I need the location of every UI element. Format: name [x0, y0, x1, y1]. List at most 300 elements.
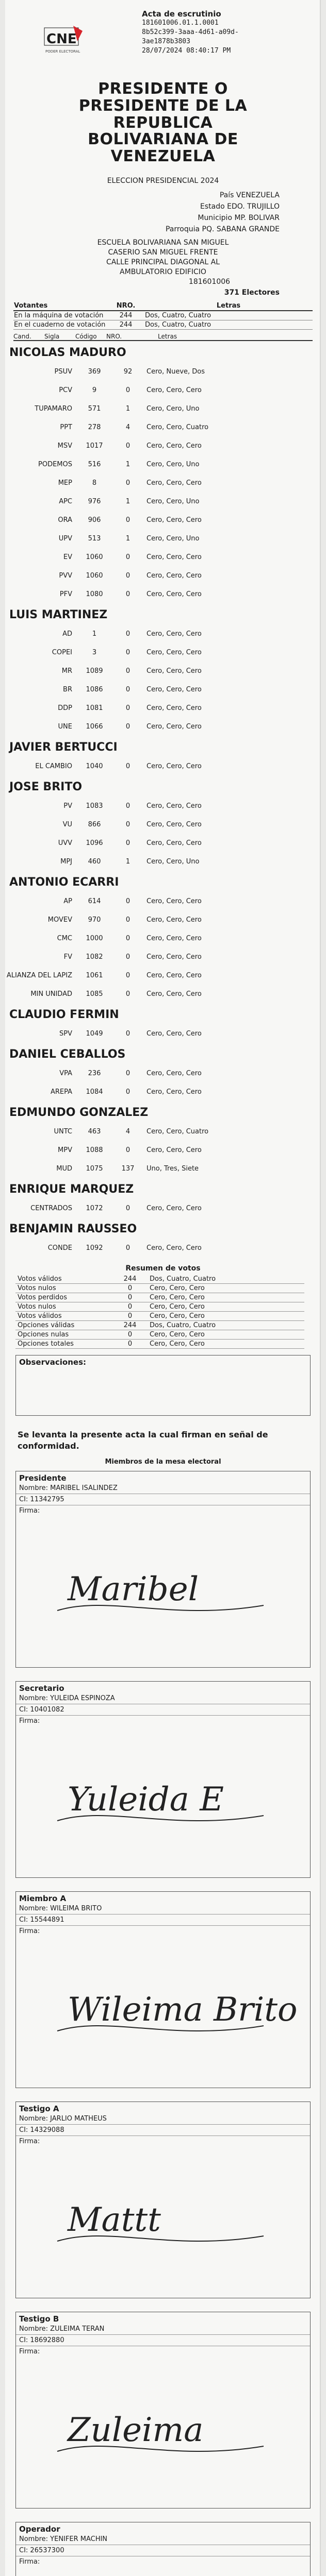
party-row — [5, 585, 321, 603]
party-party: BR — [63, 685, 72, 693]
party-party: PVV — [59, 571, 72, 580]
resumen-label: Votos válidos — [15, 1275, 112, 1284]
party-party: EV — [63, 553, 72, 561]
party-num: 1000 — [86, 934, 103, 942]
acta-info — [142, 9, 312, 56]
votes-header: Cand. Sigla Código NRO. Letras — [13, 333, 313, 341]
resumen-label: Opciones válidas — [15, 1321, 112, 1330]
party-num: 278 — [88, 423, 101, 431]
party-num: 1066 — [86, 722, 103, 731]
resumen-nro: 0 — [112, 1312, 148, 1321]
party-num: 1017 — [86, 442, 103, 450]
party-num: 1083 — [86, 802, 103, 810]
party-party: PV — [63, 802, 72, 810]
party-party: COPEI — [52, 648, 72, 656]
party-num: 1080 — [86, 590, 103, 598]
party-row — [5, 362, 321, 381]
member-name: Nombre: WILEIMA BRITO — [16, 1903, 310, 1914]
party-votes: 0 — [125, 1146, 131, 1154]
candidate-name: CLAUDIO FERMIN — [9, 1008, 119, 1021]
resumen-letras: Cero, Cero, Cero — [148, 1284, 304, 1293]
member-role: Presidente — [19, 1473, 67, 1483]
party-row — [5, 624, 321, 643]
acta-hash-2: 3ae1878b3803 — [142, 38, 190, 45]
party-num: 1092 — [86, 1244, 103, 1252]
resumen-letras: Cero, Cero, Cero — [148, 1312, 304, 1321]
party-row — [5, 662, 321, 680]
party-letters: Cero, Cero, Cero — [146, 704, 202, 712]
electores: 371 Electores — [224, 289, 280, 297]
party-party: UVV — [58, 839, 72, 847]
party-party: AP — [63, 897, 72, 905]
member-ci: CI: 18692880 — [16, 2335, 310, 2346]
party-num: 1072 — [86, 1204, 103, 1212]
party-party: PODEMOS — [38, 460, 72, 468]
party-num: 976 — [88, 497, 101, 505]
candidate-name: JAVIER BERTUCCI — [9, 741, 118, 754]
acta-number: 181601006.01.1.0001 — [142, 19, 219, 27]
party-row — [5, 418, 321, 436]
party-row — [5, 834, 321, 852]
member-role: Testigo B — [19, 2314, 59, 2324]
party-row — [5, 985, 321, 1003]
party-party: MUD — [56, 1164, 72, 1173]
signature-text: Wileima Brito — [68, 1991, 298, 2029]
party-votes: 0 — [125, 667, 131, 675]
party-party: PPT — [60, 423, 72, 431]
party-votes: 0 — [125, 971, 131, 979]
member-name: Nombre: YULEIDA ESPINOZA — [16, 1693, 310, 1704]
party-num: 369 — [88, 367, 101, 376]
party-party: ORA — [58, 516, 72, 524]
member-block — [15, 1891, 311, 2088]
election-title-cont: BOLIVARIANA DE VENEZUELA — [88, 130, 238, 165]
party-letters: Cero, Cero, Cero — [146, 1204, 202, 1212]
party-party: ALIANZA DEL LAPIZ — [6, 971, 72, 979]
party-votes: 0 — [125, 916, 131, 924]
party-party: UPV — [58, 534, 72, 543]
signature — [37, 2179, 305, 2262]
party-row — [5, 1064, 321, 1082]
party-row — [5, 548, 321, 566]
member-firma-label: Firma: — [19, 1927, 40, 1935]
member-name: Nombre: ZULEIMA TERAN — [16, 2324, 310, 2335]
party-letters: Cero, Cero, Cero — [146, 990, 202, 998]
party-letters: Uno, Tres, Siete — [146, 1164, 199, 1173]
party-row — [5, 511, 321, 529]
party-party: CENTRADOS — [30, 1204, 72, 1212]
party-num: 571 — [88, 404, 101, 413]
candidate-name: DANIEL CEBALLOS — [9, 1048, 126, 1061]
resumen-letras: Cero, Cero, Cero — [148, 1330, 304, 1340]
party-num: 513 — [88, 534, 101, 543]
party-row — [5, 1141, 321, 1159]
party-num: 1060 — [86, 571, 103, 580]
party-votes: 4 — [125, 423, 131, 431]
party-votes: 0 — [125, 990, 131, 998]
member-block — [15, 1681, 311, 1878]
party-letters: Cero, Cero, Cero — [146, 1146, 202, 1154]
party-party: MPV — [58, 1146, 72, 1154]
party-letters: Cero, Cero, Cero — [146, 762, 202, 770]
resumen-nro: 0 — [112, 1340, 148, 1349]
party-row — [5, 473, 321, 492]
party-num: 1075 — [86, 1164, 103, 1173]
party-letters: Cero, Cero, Cero — [146, 386, 202, 394]
estado: Estado EDO. TRUJILLO — [200, 202, 280, 211]
party-votes: 0 — [125, 820, 131, 828]
resumen-row — [15, 1340, 304, 1349]
party-party: PCV — [59, 386, 72, 394]
party-party: FV — [63, 953, 72, 961]
member-firma-label: Firma: — [19, 1717, 40, 1725]
party-votes: 1 — [125, 404, 131, 413]
party-votes: 0 — [125, 762, 131, 770]
resumen-table — [15, 1275, 304, 1349]
member-firma-label: Firma: — [19, 2558, 40, 2566]
party-num: 1049 — [86, 1029, 103, 1038]
resumen-letras: Dos, Cuatro, Cuatro — [148, 1321, 304, 1330]
party-party: CMC — [57, 934, 72, 942]
party-row — [5, 852, 321, 871]
member-role: Testigo A — [19, 2104, 59, 2113]
party-num: 1060 — [86, 553, 103, 561]
acta-paper — [5, 0, 321, 2576]
member-role: Secretario — [19, 1684, 64, 1693]
acta-hash-1: 8b52c399-3aaa-4d61-a09d- — [142, 28, 239, 36]
candidate-name: NICOLAS MADURO — [9, 346, 126, 359]
resumen-row — [15, 1330, 304, 1340]
party-letters: Cero, Cero, Cero — [146, 897, 202, 905]
party-letters: Cero, Cero, Cero — [146, 1069, 202, 1077]
resumen-letras: Cero, Cero, Cero — [148, 1340, 304, 1349]
party-party: AD — [62, 630, 72, 638]
party-party: APC — [59, 497, 72, 505]
party-num: 1086 — [86, 685, 103, 693]
party-num: 1084 — [86, 1088, 103, 1096]
party-row — [5, 1239, 321, 1257]
signature — [37, 1759, 305, 1841]
party-votes: 0 — [125, 516, 131, 524]
party-row — [5, 892, 321, 910]
party-num: 1081 — [86, 704, 103, 712]
party-party: MPJ — [60, 857, 72, 866]
party-votes: 1 — [125, 497, 131, 505]
party-letters: Cero, Cero, Cero — [146, 667, 202, 675]
member-role: Operador — [19, 2524, 60, 2534]
party-votes: 0 — [125, 1244, 131, 1252]
party-party: VU — [62, 820, 72, 828]
party-row — [5, 757, 321, 775]
party-letters: Cero, Cero, Cero — [146, 934, 202, 942]
party-votes: 0 — [125, 648, 131, 656]
candidate-name: ANTONIO ECARRI — [9, 876, 119, 889]
party-num: 9 — [92, 386, 97, 394]
party-letters: Cero, Cero, Cero — [146, 442, 202, 450]
party-votes: 137 — [121, 1164, 135, 1173]
member-name: Nombre: YENIFER MACHIN — [16, 2534, 310, 2545]
party-num: 1096 — [86, 839, 103, 847]
party-num: 1088 — [86, 1146, 103, 1154]
party-row — [5, 1024, 321, 1043]
party-num: 1085 — [86, 990, 103, 998]
party-votes: 0 — [125, 1088, 131, 1096]
party-letters: Cero, Cero, Cero — [146, 971, 202, 979]
signature — [37, 1969, 305, 2052]
party-num: 1 — [92, 630, 97, 638]
party-letters: Cero, Cero, Cero — [146, 820, 202, 828]
signature — [37, 2389, 305, 2472]
acta-datetime: 28/07/2024 08:40:17 PM — [142, 47, 231, 55]
candidates-list — [5, 346, 321, 1257]
party-party: UNTC — [54, 1127, 72, 1136]
resumen-nro: 0 — [112, 1293, 148, 1302]
party-row — [5, 796, 321, 815]
party-row — [5, 910, 321, 929]
party-row — [5, 815, 321, 834]
party-party: SPV — [59, 1029, 72, 1038]
observaciones-label: Observaciones: — [19, 1358, 87, 1367]
party-party: MIN UNIDAD — [30, 990, 72, 998]
party-row — [5, 436, 321, 455]
member-name: Nombre: MARIBEL ISALINDEZ — [16, 1483, 310, 1494]
party-row — [5, 1199, 321, 1217]
party-num: 906 — [88, 516, 101, 524]
party-num: 463 — [88, 1127, 101, 1136]
party-votes: 0 — [125, 839, 131, 847]
party-row — [5, 1122, 321, 1141]
party-votes: 0 — [125, 704, 131, 712]
party-letters: Cero, Cero, Cero — [146, 722, 202, 731]
member-name: Nombre: JARLIO MATHEUS — [16, 2113, 310, 2125]
party-num: 236 — [88, 1069, 101, 1077]
party-party: EL CAMBIO — [35, 762, 72, 770]
party-votes: 0 — [125, 953, 131, 961]
resumen-nro: 0 — [112, 1330, 148, 1340]
candidate-name: ENRIQUE MARQUEZ — [9, 1183, 134, 1196]
resumen-label: Opciones totales — [15, 1340, 112, 1349]
resumen-nro: 244 — [112, 1275, 148, 1284]
table-row: En el cuaderno de votación 244 Dos, Cuatro, Cuatro — [13, 320, 313, 330]
party-num: 614 — [88, 897, 101, 905]
party-letters: Cero, Cero, Cero — [146, 479, 202, 487]
member-firma-label: Firma: — [19, 2138, 40, 2145]
party-votes: 0 — [125, 897, 131, 905]
party-letters: Cero, Cero, Cero — [146, 1088, 202, 1096]
mesa-title: Miembros de la mesa electoral — [105, 1458, 221, 1466]
candidate-name: BENJAMIN RAUSSEO — [9, 1223, 137, 1235]
party-num: 866 — [88, 820, 101, 828]
cne-logo — [41, 21, 88, 67]
party-row — [5, 643, 321, 662]
party-row — [5, 947, 321, 966]
party-party: MR — [61, 667, 72, 675]
resumen-row — [15, 1321, 304, 1330]
acta-title: Acta de escrutinio — [142, 9, 221, 19]
resumen-title: Resumen de votos — [125, 1264, 201, 1273]
party-num: 1082 — [86, 953, 103, 961]
resumen-label: Votos nulos — [15, 1302, 112, 1312]
resumen-nro: 0 — [112, 1302, 148, 1312]
observaciones-box — [15, 1355, 311, 1416]
party-letters: Cero, Cero, Cero — [146, 839, 202, 847]
party-votes: 0 — [125, 1069, 131, 1077]
resumen-label: Votos nulos — [15, 1284, 112, 1293]
member-firma-label: Firma: — [19, 1507, 40, 1515]
party-letters: Cero, Cero, Cero — [146, 516, 202, 524]
party-letters: Cero, Cero, Cero — [146, 685, 202, 693]
party-letters: Cero, Cero, Cero — [146, 553, 202, 561]
member-ci: CI: 26537300 — [16, 2545, 310, 2556]
party-num: 1089 — [86, 667, 103, 675]
party-party: CONDE — [47, 1244, 72, 1252]
party-letters: Cero, Cero, Cero — [146, 953, 202, 961]
members-list — [5, 1471, 321, 2576]
signature-text: Zuleima — [68, 2411, 204, 2449]
party-votes: 0 — [125, 685, 131, 693]
party-row — [5, 680, 321, 699]
party-row — [5, 492, 321, 511]
party-num: 1040 — [86, 762, 103, 770]
member-block — [15, 2522, 311, 2576]
party-letters: Cero, Cero, Cero — [146, 630, 202, 638]
party-party: MEP — [58, 479, 72, 487]
resumen-row — [15, 1284, 304, 1293]
party-party: UNE — [58, 722, 72, 731]
cne-logo-text: CNE — [46, 31, 77, 47]
party-party: PSUV — [54, 367, 72, 376]
party-votes: 0 — [125, 802, 131, 810]
resumen-label: Opciones nulas — [15, 1330, 112, 1340]
party-row — [5, 566, 321, 585]
party-row — [5, 529, 321, 548]
party-letters: Cero, Cero, Cero — [146, 916, 202, 924]
party-votes: 0 — [125, 479, 131, 487]
member-block — [15, 2312, 311, 2509]
signature — [37, 1549, 305, 1631]
resumen-letras: Cero, Cero, Cero — [148, 1302, 304, 1312]
member-block — [15, 1471, 311, 1668]
resumen-label: Votos perdidos — [15, 1293, 112, 1302]
party-num: 460 — [88, 857, 101, 866]
party-letters: Cero, Nueve, Dos — [146, 367, 205, 376]
party-votes: 0 — [125, 934, 131, 942]
parroquia: Parroquia PQ. SABANA GRANDE — [165, 225, 280, 233]
resumen-letras: Cero, Cero, Cero — [148, 1293, 304, 1302]
party-votes: 0 — [125, 1204, 131, 1212]
party-letters: Cero, Cero, Uno — [146, 534, 200, 543]
resumen-row — [15, 1312, 304, 1321]
party-letters: Cero, Cero, Cero — [146, 802, 202, 810]
party-party: VPA — [59, 1069, 72, 1077]
party-letters: Cero, Cero, Cero — [146, 571, 202, 580]
party-row — [5, 1159, 321, 1178]
member-ci: CI: 14329088 — [16, 2125, 310, 2136]
signature-text: Maribel — [68, 1570, 199, 1608]
party-votes: 0 — [125, 1029, 131, 1038]
resumen-letras: Dos, Cuatro, Cuatro — [148, 1275, 304, 1284]
party-row — [5, 966, 321, 985]
party-letters: Cero, Cero, Cuatro — [146, 1127, 209, 1136]
party-num: 8 — [92, 479, 97, 487]
member-ci: CI: 15544891 — [16, 1914, 310, 1926]
party-num: 970 — [88, 916, 101, 924]
party-num: 3 — [92, 648, 97, 656]
party-num: 516 — [88, 460, 101, 468]
signature-text: Mattt — [68, 2201, 161, 2239]
party-party: PFV — [59, 590, 72, 598]
party-letters: Cero, Cero, Cero — [146, 1244, 202, 1252]
party-votes: 0 — [125, 590, 131, 598]
party-votes: 0 — [125, 722, 131, 731]
resumen-row — [15, 1302, 304, 1312]
party-votes: 0 — [125, 553, 131, 561]
party-letters: Cero, Cero, Uno — [146, 460, 200, 468]
address: ESCUELA BOLIVARIANA SAN MIGUEL CASERIO SAN MIGUEL FRENTE CALLE PRINCIPAL DIAGONAL AL AMBULATORIO EDIFICIO 181601006 — [97, 239, 231, 286]
party-row — [5, 699, 321, 717]
party-row — [5, 717, 321, 736]
resumen-nro: 0 — [112, 1284, 148, 1293]
party-votes: 0 — [125, 630, 131, 638]
party-letters: Cero, Cero, Cero — [146, 1029, 202, 1038]
candidate-name: JOSE BRITO — [9, 781, 83, 793]
resumen-row — [15, 1293, 304, 1302]
cne-logo-subtitle: PODER ELECTORAL — [45, 49, 80, 54]
member-firma-label: Firma: — [19, 2348, 40, 2355]
votantes-table: Votantes NRO. Letras En la máquina de votación 244 Dos, Cuatro, Cuatro En el cuaderno de votación 244 Dos, Cuatro, Cuatro — [13, 301, 313, 330]
party-letters: Cero, Cero, Cero — [146, 590, 202, 598]
resumen-label: Votos válidos — [15, 1312, 112, 1321]
party-votes: 4 — [125, 1127, 131, 1136]
party-party: AREPA — [50, 1088, 72, 1096]
party-votes: 1 — [125, 460, 131, 468]
party-votes: 1 — [125, 534, 131, 543]
candidate-name: LUIS MARTINEZ — [9, 608, 108, 621]
member-block — [15, 2102, 311, 2298]
party-row — [5, 455, 321, 473]
party-votes: 0 — [125, 442, 131, 450]
party-party: DDP — [58, 704, 72, 712]
party-letters: Cero, Cero, Uno — [146, 404, 200, 413]
party-votes: 92 — [123, 367, 133, 376]
conformidad-text: Se levanta la presente acta la cual firman en señal de conformidad. — [18, 1430, 268, 1451]
party-votes: 1 — [125, 857, 131, 866]
municipio: Municipio MP. BOLIVAR — [198, 214, 280, 222]
election-name: ELECCION PRESIDENCIAL 2024 — [107, 177, 219, 185]
party-row — [5, 399, 321, 418]
resumen-row — [15, 1275, 304, 1284]
party-letters: Cero, Cero, Uno — [146, 497, 200, 505]
table-row: En la máquina de votación 244 Dos, Cuatro, Cuatro — [13, 311, 313, 320]
party-row — [5, 381, 321, 399]
party-party: MOVEV — [47, 916, 72, 924]
member-ci: CI: 11342795 — [16, 1494, 310, 1505]
party-row — [5, 929, 321, 947]
party-letters: Cero, Cero, Uno — [146, 857, 200, 866]
party-votes: 0 — [125, 386, 131, 394]
acta-header — [5, 0, 321, 134]
party-party: MSV — [57, 442, 72, 450]
party-row — [5, 1082, 321, 1101]
member-ci: CI: 10401082 — [16, 1704, 310, 1716]
party-votes: 0 — [125, 571, 131, 580]
party-party: TUPAMARO — [35, 404, 72, 413]
signature-text: Yuleida E — [68, 1781, 224, 1819]
party-letters: Cero, Cero, Cuatro — [146, 423, 209, 431]
candidate-name: EDMUNDO GONZALEZ — [9, 1106, 149, 1119]
party-num: 1061 — [86, 971, 103, 979]
election-title: PRESIDENTE O PRESIDENTE DE LA REPUBLICA — [78, 80, 248, 132]
